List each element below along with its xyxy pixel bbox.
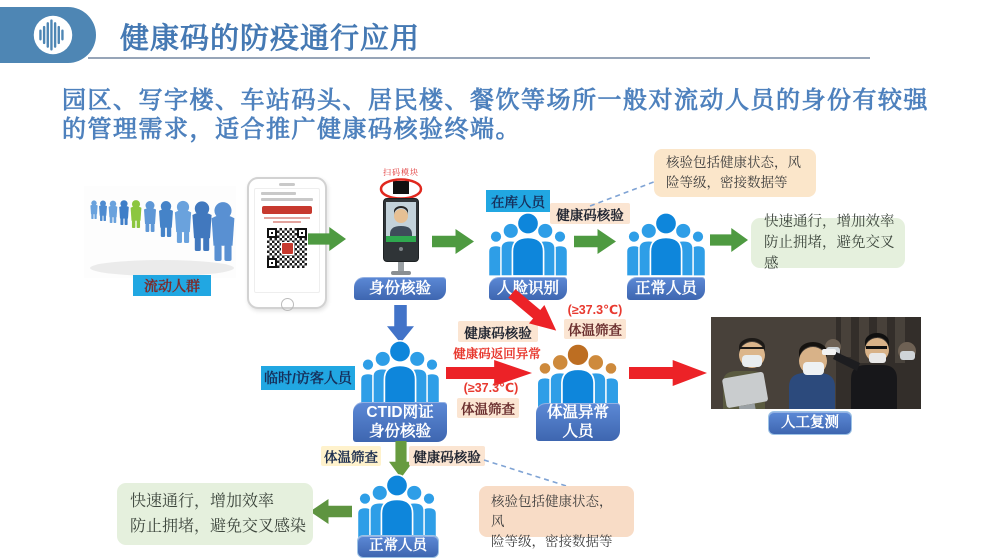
- ctid-line-1: CTID网证: [366, 403, 434, 421]
- arrow-right-icon: [432, 229, 474, 254]
- scanner-caption: 扫码模块: [383, 168, 419, 177]
- health-code-check-label-top: 健康码核验: [550, 203, 630, 224]
- abnormal-line-1: 体温异常: [546, 403, 609, 421]
- temp-threshold-mid: (≥37.3℃): [463, 381, 519, 395]
- phone-header-bar: [261, 192, 296, 195]
- abnormal-people-plate: [536, 403, 620, 441]
- arrow-down-icon: [387, 305, 414, 343]
- callout-top-line-2: 险等级，密接数据等: [666, 175, 788, 190]
- check-scope-callout-top: [654, 149, 816, 197]
- callout-bottom-line-2: 险等级，密接数据等: [491, 534, 613, 549]
- terminal-base: [391, 271, 411, 275]
- phone-red-text-line: [264, 217, 310, 219]
- benefit-box-top: [751, 213, 905, 272]
- scanner-module-icon: [379, 178, 423, 200]
- health-code-abnormal-text: 健康码返回异常: [453, 347, 541, 361]
- red-arrow-right-icon: [629, 360, 707, 386]
- check-scope-callout-bottom: [479, 486, 634, 549]
- temp-screening-label-bottom: 体温筛查: [321, 446, 381, 466]
- green-arrow-left-icon: [310, 499, 352, 524]
- face-recognition-terminal: [371, 168, 431, 275]
- benefit-top-line-2: 防止拥堵，避免交叉感: [764, 234, 895, 272]
- intro-line-2: 的管理需求，适合推广健康码核验终端。: [62, 116, 521, 143]
- benefit-bottom-line-2: 防止拥堵，避免交叉感染: [130, 518, 307, 535]
- ctid-line-2: 身份核验: [368, 423, 431, 440]
- phone-red-text-line-2: [273, 221, 302, 223]
- manual-recheck-plate: 人工复测: [768, 411, 852, 435]
- identity-check-plate: 身份核验: [354, 277, 446, 300]
- benefit-box-bottom: [117, 483, 313, 545]
- title-underline: [88, 57, 870, 59]
- moving-crowd-photo: [84, 186, 236, 278]
- health-code-check-label-bottom: 健康码核验: [409, 446, 485, 466]
- people-group-icon: [624, 212, 708, 276]
- intro-line-1: 园区、写字楼、车站码头、居民楼、餐饮等场所一般对流动人员的身份有较强: [62, 87, 929, 114]
- normal-people-plate-top: 正常人员: [627, 277, 705, 300]
- callout-top-line-1: 核验包括健康状态，风: [666, 155, 801, 170]
- terminal-pole: [398, 262, 404, 271]
- terminal-chin: [386, 242, 416, 256]
- arrow-right-icon: [710, 228, 748, 252]
- terminal-screen: [386, 202, 416, 242]
- soundwave-logo-icon: [31, 13, 75, 57]
- benefit-bottom-line-1: 快速通行，增加效率: [130, 493, 275, 510]
- normal-people-plate-bottom: 正常人员: [357, 535, 439, 558]
- abnormal-line-2: 人员: [562, 423, 594, 440]
- face-recognition-plate: 人脸识别: [489, 277, 567, 300]
- visitor-tag: 临时/访客人员: [261, 366, 355, 390]
- phone-home-button: [281, 298, 294, 311]
- phone-red-button: [262, 206, 312, 214]
- temp-screening-label-upper: 体温筛查: [564, 319, 626, 339]
- people-group-icon: [358, 340, 442, 404]
- phone-text-bar: [261, 198, 313, 201]
- callout-bottom-line-1: 核验包括健康状态，风: [491, 494, 613, 529]
- temp-screening-label-mid: 体温筛查: [457, 398, 519, 418]
- logo-pill: [0, 7, 96, 63]
- health-code-check-label-mid: 健康码核验: [458, 321, 538, 342]
- intro-text: [62, 86, 962, 144]
- in-library-tag: 在库人员: [486, 190, 550, 212]
- dashed-connector-top: [585, 170, 665, 212]
- abnormal-people-group-icon: [535, 343, 621, 409]
- people-group-icon: [355, 474, 439, 538]
- ctid-plate: [353, 402, 447, 442]
- page-title: 健康码的防疫通行应用: [120, 23, 421, 55]
- temp-threshold-upper: (≥37.3℃): [567, 303, 623, 317]
- qr-code: [267, 228, 307, 268]
- terminal-body: [383, 198, 419, 262]
- manual-recheck-photo: [711, 317, 921, 409]
- crowd-tag: 流动人群: [133, 275, 211, 296]
- arrow-right-icon: [308, 227, 346, 251]
- phone-speaker: [279, 183, 295, 186]
- benefit-top-line-1: 快速通行，增加效率: [764, 213, 895, 230]
- arrow-right-icon: [574, 229, 616, 254]
